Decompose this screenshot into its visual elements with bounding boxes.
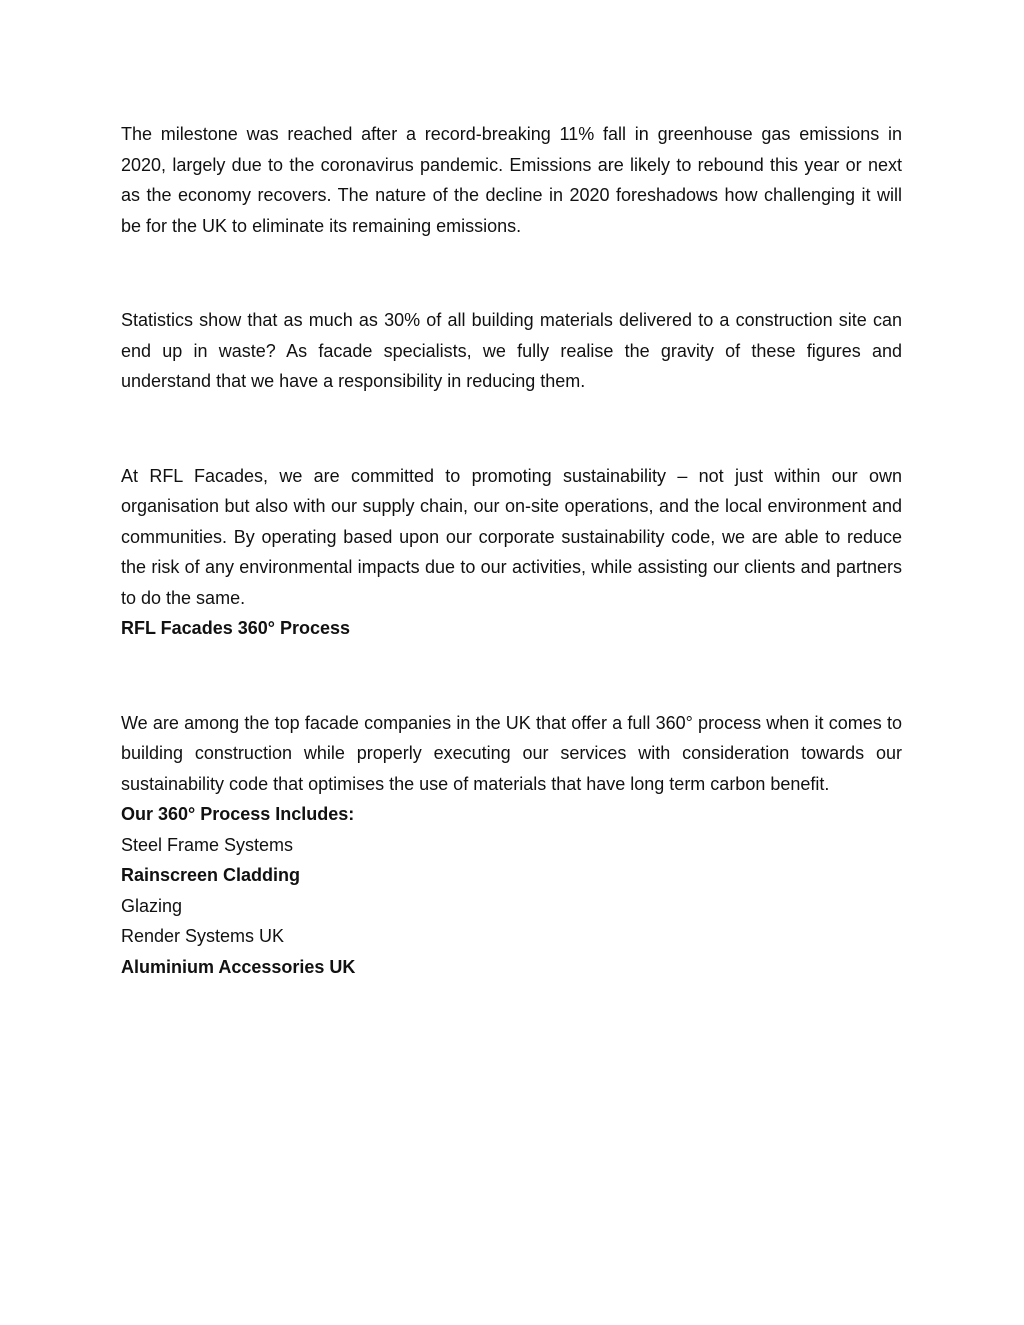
paragraph-360-offer: We are among the top facade companies in the UK that offer a full 360° process when it comes to building construction while properly executing our services with consideration towards our sustainability code that optimises the use of materials that have long term carbon benefit. bbox=[121, 712, 902, 794]
process-item-steel-frame: Steel Frame Systems bbox=[121, 834, 294, 855]
document-body bbox=[121, 119, 902, 982]
process-items-list bbox=[121, 830, 902, 983]
heading-process-includes: Our 360° Process Includes: bbox=[121, 804, 355, 824]
process-item-rainscreen-cladding: Rainscreen Cladding bbox=[121, 865, 301, 885]
heading-360-process: RFL Facades 360° Process bbox=[121, 618, 350, 638]
paragraph-emissions-milestone: The milestone was reached after a record-breaking 11% fall in greenhouse gas emissions in 2020, largely due to the coronavirus pandemic. Emissions are likely to rebound this year or next as the economy recovers. The nature of the decline in 2020 foreshadows how challenging it will be for the UK to eliminate its remaining emissions. bbox=[121, 124, 902, 236]
process-item-render-systems: Render Systems UK bbox=[121, 926, 285, 946]
process-item-glazing: Glazing bbox=[121, 895, 183, 916]
paragraph-building-waste: Statistics show that as much as 30% of all building materials delivered to a construction site can end up in waste? As facade specialists, we fully realise the gravity of these figures and understand that we have a responsibility in reducing them. bbox=[121, 310, 902, 391]
paragraph-sustainability-commitment: At RFL Facades, we are committed to promoting sustainability – not just within our own organisation but also with our supply chain, our on-site operations, and the local environment and communities. By operating based upon our corporate sustainability code, we are able to reduce the risk of any environmental impacts due to our activities, while assisting our clients and partners to do the same. bbox=[121, 465, 902, 608]
process-item-aluminium-accessories: Aluminium Accessories UK bbox=[121, 956, 356, 977]
